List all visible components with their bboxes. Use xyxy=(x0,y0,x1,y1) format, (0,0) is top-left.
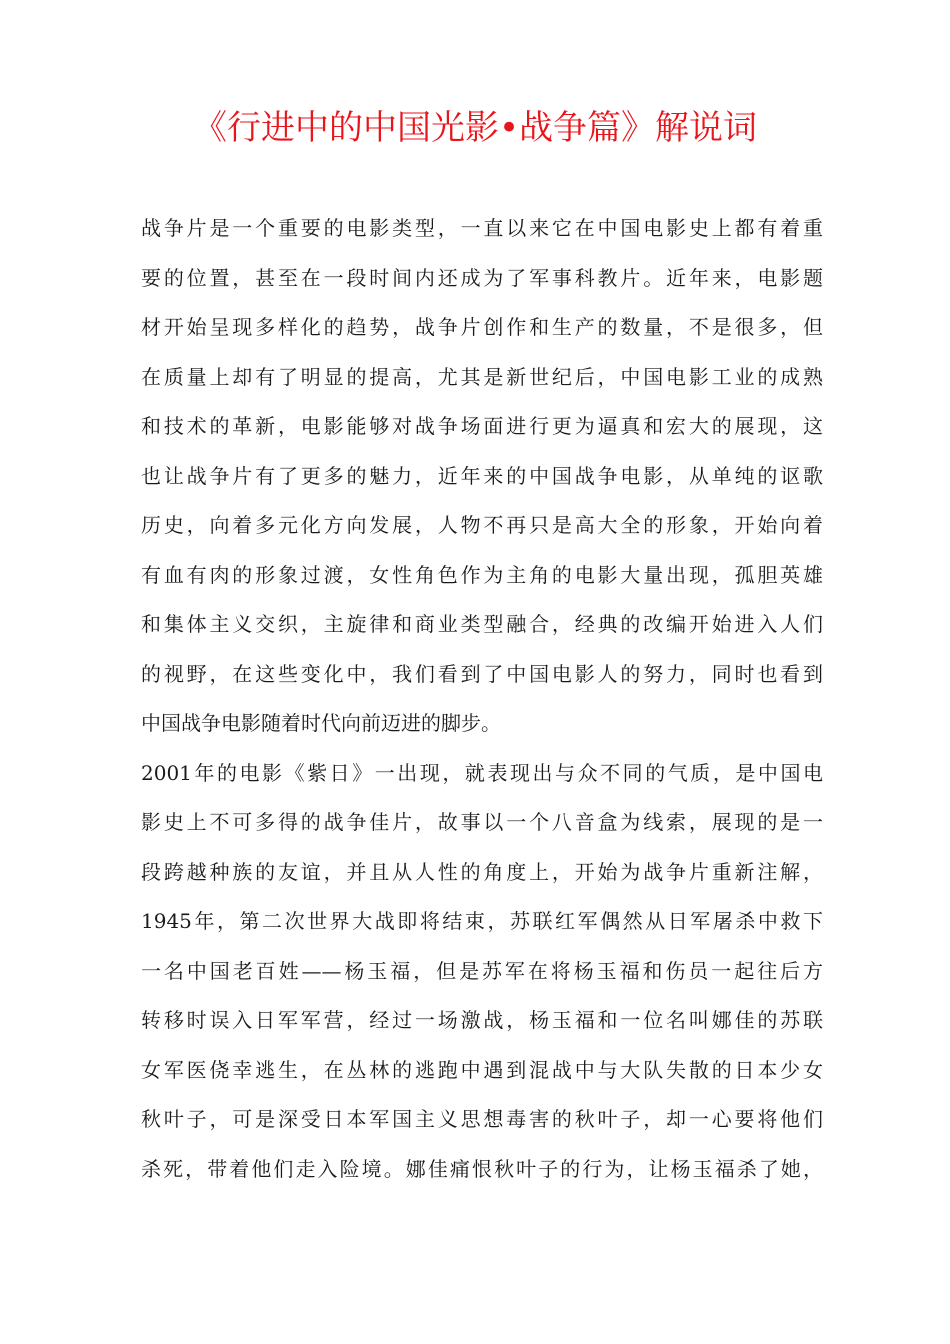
text-line: 有血有肉的形象过渡，女性角色作为主角的电影大量出现，孤胆英雄 xyxy=(141,562,823,587)
text-line: 女军医侥幸逃生，在丛林的逃跑中遇到混战中与大队失散的日本少女 xyxy=(141,1057,823,1082)
text-line: 转移时误入日军军营，经过一场激战，杨玉福和一位名叫娜佳的苏联 xyxy=(141,1008,823,1032)
text-line: 一名中国老百姓——杨玉福，但是苏军在将杨玉福和伤员一起往后方 xyxy=(141,958,823,983)
paragraph-1 xyxy=(141,204,823,749)
text-line: 杀死，带着他们走入险境。娜佳痛恨秋叶子的行为，让杨玉福杀了她， xyxy=(141,1156,823,1181)
text-line: 战争片是一个重要的电影类型，一直以来它在中国电影史上都有着重 xyxy=(141,216,823,240)
text-line: 和集体主义交织，主旋律和商业类型融合，经典的改编开始进入人们 xyxy=(141,612,823,636)
text-line: 要的位置，甚至在一段时间内还成为了军事科教片。近年来，电影题 xyxy=(141,265,823,290)
document-title: 《行进中的中国光影•战争篇》解说词 xyxy=(192,108,758,148)
text-line: 也让战争片有了更多的魅力，近年来的中国战争电影，从单纯的讴歌 xyxy=(141,463,823,488)
text-line: 影史上不可多得的战争佳片，故事以一个八音盒为线索，展现的是一 xyxy=(141,810,823,834)
text-line: 的视野，在这些变化中，我们看到了中国电影人的努力，同时也看到 xyxy=(141,661,823,686)
document-body xyxy=(141,204,823,1194)
text-line: 历史，向着多元化方向发展，人物不再只是高大全的形象，开始向着 xyxy=(141,513,823,537)
text-line: 在质量上却有了明显的提高，尤其是新世纪后，中国电影工业的成熟 xyxy=(141,364,823,389)
text-line: 和技术的革新，电影能够对战争场面进行更为逼真和宏大的展现，这 xyxy=(141,414,823,438)
paragraph-2 xyxy=(141,749,823,1195)
text-line: 材开始呈现多样化的趋势，战争片创作和生产的数量，不是很多，但 xyxy=(141,315,823,339)
text-line: 秋叶子，可是深受日本军国主义思想毒害的秋叶子，却一心要将他们 xyxy=(141,1107,823,1131)
text-line: 中国战争电影随着时代向前迈进的脚步。 xyxy=(141,711,501,735)
text-line: 段跨越种族的友谊，并且从人性的角度上，开始为战争片重新注解， xyxy=(141,859,823,884)
text-line: 2001年的电影《紫日》一出现，就表现出与众不同的气质，是中国电 xyxy=(141,760,823,785)
text-line: 1945年，第二次世界大战即将结束，苏联红军偶然从日军屠杀中救下 xyxy=(141,909,823,933)
